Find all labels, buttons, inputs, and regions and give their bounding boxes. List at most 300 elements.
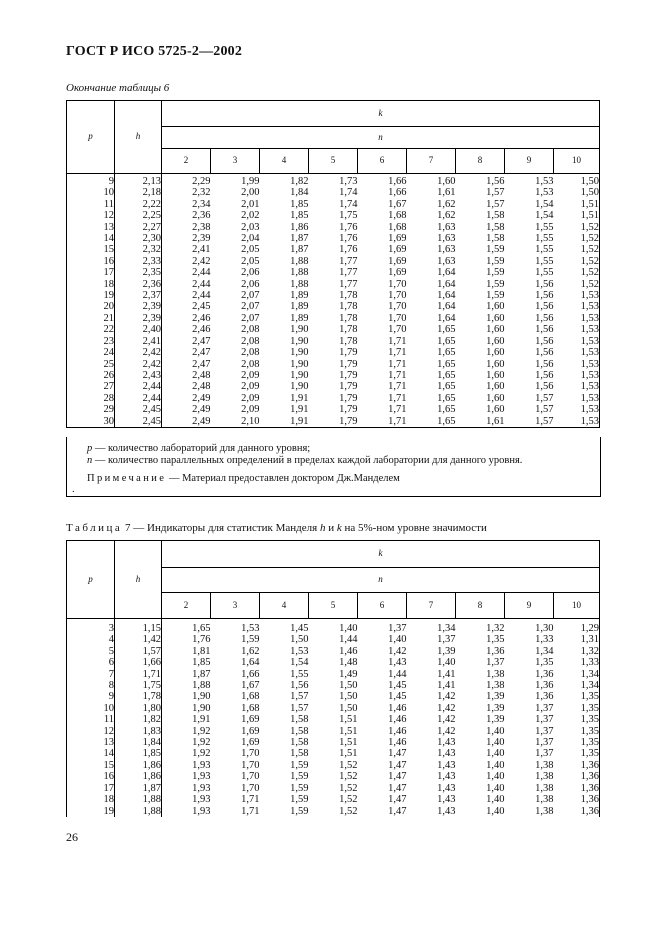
cell-k: 1,70 — [388, 324, 407, 336]
cell-k: 1,57 — [290, 691, 309, 703]
note-n-var: n — [87, 455, 93, 466]
cell-k: 1,69 — [388, 267, 407, 279]
table7-caption-k: k — [336, 522, 342, 534]
note-remark — [87, 473, 400, 484]
table-row — [67, 210, 600, 221]
table-row — [67, 714, 600, 725]
cell-k: 1,84 — [290, 187, 309, 199]
cell-k: 1,87 — [290, 233, 309, 245]
cell-k: 1,61 — [437, 187, 456, 199]
cell-k: 2,09 — [241, 404, 260, 416]
cell-k: 1,50 — [339, 691, 358, 703]
cell-k: 1,40 — [486, 748, 505, 760]
cell-k: 1,49 — [339, 668, 358, 680]
cell-k: 2,09 — [241, 369, 260, 381]
cell-p: 25 — [67, 359, 115, 370]
cell-k: 1,46 — [388, 725, 407, 737]
cell-k: 1,53 — [554, 381, 600, 392]
table-row — [67, 748, 600, 759]
cell-p: 15 — [67, 760, 115, 771]
table-row — [67, 691, 600, 702]
table-row — [67, 347, 600, 358]
cell-k: 2,05 — [241, 255, 260, 267]
cell-k: 1,85 — [192, 657, 211, 669]
n-value-header: 7 — [407, 593, 456, 619]
cell-h: 2,42 — [115, 347, 162, 358]
cell-p: 27 — [67, 381, 115, 392]
cell-k: 1,60 — [486, 358, 505, 370]
cell-k: 1,32 — [486, 623, 505, 634]
table-row — [67, 359, 600, 370]
cell-k: 1,38 — [535, 794, 554, 806]
cell-k: 1,65 — [407, 416, 456, 428]
cell-k: 1,69 — [241, 737, 260, 749]
cell-k: 1,63 — [437, 244, 456, 256]
cell-k: 1,43 — [437, 748, 456, 760]
table-row — [67, 279, 600, 290]
cell-k: 1,59 — [290, 759, 309, 771]
cell-k: 1,58 — [290, 714, 309, 726]
cell-k: 1,37 — [535, 725, 554, 737]
table-row — [67, 619, 600, 635]
cell-k: 1,41 — [437, 668, 456, 680]
cell-k: 1,42 — [437, 725, 456, 737]
cell-k: 2,03 — [241, 221, 260, 233]
cell-k: 1,88 — [290, 278, 309, 290]
cell-k: 2,47 — [192, 358, 211, 370]
n-value-header: 9 — [505, 593, 554, 619]
cell-k: 2,00 — [241, 187, 260, 199]
cell-k: 1,53 — [535, 187, 554, 199]
cell-p: 11 — [67, 199, 115, 210]
cell-k: 1,55 — [535, 267, 554, 279]
cell-k: 1,67 — [388, 198, 407, 210]
cell-k: 1,66 — [241, 668, 260, 680]
cell-h: 2,27 — [115, 222, 162, 233]
cell-k: 1,36 — [535, 668, 554, 680]
cell-k: 1,35 — [554, 748, 600, 759]
cell-k: 2,41 — [192, 244, 211, 256]
cell-k: 1,57 — [535, 392, 554, 404]
cell-k: 1,47 — [388, 794, 407, 806]
cell-h: 1,75 — [115, 680, 162, 691]
cell-k: 1,78 — [339, 290, 358, 302]
n-value-header: 7 — [407, 149, 456, 174]
cell-k: 1,59 — [290, 794, 309, 806]
cell-k: 1,53 — [535, 176, 554, 187]
cell-k: 1,65 — [437, 324, 456, 336]
cell-k: 1,58 — [486, 221, 505, 233]
table6-caption: Окончание таблицы 6 — [66, 82, 170, 94]
table7-header-p: p — [67, 541, 115, 619]
cell-p: 13 — [67, 222, 115, 233]
note-dot: . — [72, 484, 75, 495]
cell-k: 1,69 — [388, 255, 407, 267]
cell-k: 1,58 — [290, 737, 309, 749]
table-row — [67, 726, 600, 737]
cell-p: 12 — [67, 726, 115, 737]
cell-k: 1,40 — [486, 805, 505, 817]
note-p-var: p — [87, 443, 93, 454]
cell-k: 1,53 — [241, 623, 260, 634]
cell-p: 21 — [67, 313, 115, 324]
cell-k: 1,93 — [192, 794, 211, 806]
cell-k: 1,56 — [535, 324, 554, 336]
table7 — [66, 540, 600, 817]
cell-k: 1,63 — [437, 233, 456, 245]
n-value-header: 8 — [456, 593, 505, 619]
cell-k: 1,88 — [192, 680, 211, 692]
cell-k: 2,05 — [241, 244, 260, 256]
cell-k: 2,44 — [192, 278, 211, 290]
table-row — [67, 301, 600, 312]
cell-k: 1,43 — [437, 759, 456, 771]
cell-k: 2,47 — [192, 335, 211, 347]
cell-k: 1,70 — [388, 290, 407, 302]
cell-k: 2,08 — [241, 347, 260, 359]
cell-k: 1,35 — [486, 634, 505, 646]
cell-h: 2,36 — [115, 279, 162, 290]
cell-k: 1,29 — [554, 619, 600, 635]
cell-p: 17 — [67, 267, 115, 278]
cell-k: 1,69 — [388, 244, 407, 256]
table7-caption — [66, 522, 487, 534]
table7-caption-mid: и — [325, 522, 337, 534]
table-row — [67, 256, 600, 267]
cell-k: 1,43 — [437, 782, 456, 794]
table-row — [67, 324, 600, 335]
cell-h: 2,43 — [115, 370, 162, 381]
cell-k: 1,93 — [192, 782, 211, 794]
n-value-header: 5 — [309, 593, 358, 619]
cell-h: 2,18 — [115, 187, 162, 198]
cell-k: 2,46 — [192, 312, 211, 324]
cell-k: 1,61 — [456, 416, 505, 428]
table-row — [67, 771, 600, 782]
cell-k: 1,71 — [388, 392, 407, 404]
n-value-header: 2 — [162, 149, 211, 174]
cell-k: 2,01 — [241, 198, 260, 210]
cell-k: 1,65 — [437, 347, 456, 359]
cell-p: 10 — [67, 703, 115, 714]
table-row — [67, 199, 600, 210]
table6-header-n: n — [162, 127, 600, 149]
cell-k: 1,53 — [554, 290, 600, 301]
cell-h: 1,82 — [115, 714, 162, 725]
cell-h: 1,15 — [115, 619, 162, 635]
table7-header-h: h — [115, 541, 162, 619]
cell-k: 1,89 — [290, 312, 309, 324]
cell-k: 2,08 — [241, 358, 260, 370]
cell-k: 1,60 — [486, 369, 505, 381]
document-header: ГОСТ Р ИСО 5725-2—2002 — [66, 44, 243, 59]
table-row — [67, 336, 600, 347]
cell-k: 1,35 — [535, 657, 554, 669]
cell-p: 8 — [67, 680, 115, 691]
cell-k: 1,53 — [554, 404, 600, 415]
cell-k: 1,67 — [241, 680, 260, 692]
cell-k: 1,82 — [290, 176, 309, 187]
cell-k: 1,79 — [339, 404, 358, 416]
cell-k: 1,45 — [290, 623, 309, 634]
cell-k: 1,71 — [241, 805, 260, 817]
cell-k: 1,76 — [339, 221, 358, 233]
table6 — [66, 100, 600, 428]
note-n-def: — количество параллельных определений в пределах каждой лаборатории для данного уровня. — [92, 455, 523, 466]
cell-k: 1,59 — [486, 267, 505, 279]
table-row — [67, 244, 600, 255]
cell-k: 1,79 — [339, 381, 358, 393]
cell-k: 1,53 — [554, 416, 600, 428]
cell-k: 1,62 — [437, 198, 456, 210]
n-value-header: 8 — [456, 149, 505, 174]
cell-k: 1,56 — [535, 358, 554, 370]
cell-p: 18 — [67, 279, 115, 290]
cell-k: 1,43 — [388, 657, 407, 669]
cell-k: 1,52 — [339, 782, 358, 794]
cell-k: 1,38 — [535, 771, 554, 783]
cell-k: 1,65 — [437, 358, 456, 370]
cell-h: 1,78 — [115, 691, 162, 702]
cell-k: 2,09 — [241, 381, 260, 393]
cell-k: 1,78 — [339, 312, 358, 324]
cell-p: 6 — [67, 657, 115, 668]
cell-k: 1,91 — [290, 404, 309, 416]
table-row — [67, 313, 600, 324]
cell-k: 1,56 — [535, 381, 554, 393]
note-p-def: — количество лабораторий для данного уровня; — [92, 443, 311, 454]
cell-h: 1,66 — [115, 657, 162, 668]
cell-k: 2,10 — [211, 416, 260, 428]
cell-k: 1,38 — [535, 782, 554, 794]
cell-h: 1,86 — [115, 771, 162, 782]
cell-k: 1,56 — [535, 335, 554, 347]
cell-k: 1,75 — [339, 210, 358, 222]
note-remark-label: Примечание — [87, 473, 167, 484]
cell-k: 2,07 — [241, 290, 260, 302]
cell-k: 1,39 — [486, 702, 505, 714]
table-row — [67, 404, 600, 415]
cell-k: 1,91 — [290, 392, 309, 404]
cell-h: 2,37 — [115, 290, 162, 301]
table-row — [67, 222, 600, 233]
cell-k: 1,69 — [388, 233, 407, 245]
cell-k: 1,64 — [437, 290, 456, 302]
cell-k: 2,49 — [192, 392, 211, 404]
cell-k: 2,42 — [192, 255, 211, 267]
cell-k: 1,50 — [339, 680, 358, 692]
cell-k: 1,91 — [260, 416, 309, 428]
cell-k: 2,47 — [192, 347, 211, 359]
cell-h: 1,88 — [115, 806, 162, 817]
cell-h: 1,57 — [115, 646, 162, 657]
n-value-header: 9 — [505, 149, 554, 174]
cell-k: 1,90 — [290, 335, 309, 347]
cell-h: 1,85 — [115, 748, 162, 759]
table-row — [67, 634, 600, 645]
cell-k: 1,57 — [486, 187, 505, 199]
cell-k: 1,44 — [388, 668, 407, 680]
cell-h: 2,44 — [115, 393, 162, 404]
cell-k: 2,08 — [241, 324, 260, 336]
table7-caption-pre: — Индикаторы для статистик Манделя — [130, 522, 320, 534]
cell-k: 1,88 — [290, 255, 309, 267]
cell-k: 1,34 — [554, 669, 600, 680]
cell-k: 1,50 — [554, 174, 600, 188]
cell-k: 1,38 — [535, 805, 554, 817]
cell-k: 1,34 — [554, 680, 600, 691]
n-value-header: 6 — [358, 593, 407, 619]
cell-k: 1,88 — [290, 267, 309, 279]
cell-k: 1,65 — [192, 623, 211, 634]
cell-k: 1,53 — [554, 301, 600, 312]
cell-k: 1,68 — [241, 691, 260, 703]
cell-k: 1,33 — [554, 657, 600, 668]
cell-k: 2,49 — [192, 404, 211, 416]
cell-h: 2,42 — [115, 359, 162, 370]
cell-k: 2,32 — [192, 187, 211, 199]
cell-k: 1,35 — [554, 726, 600, 737]
table-row — [67, 370, 600, 381]
cell-k: 1,46 — [388, 737, 407, 749]
cell-k: 1,90 — [290, 358, 309, 370]
note-n — [87, 455, 522, 466]
cell-k: 2,02 — [241, 210, 260, 222]
n-value-header: 6 — [358, 149, 407, 174]
table-row — [67, 806, 600, 817]
cell-h: 2,44 — [115, 381, 162, 392]
note-p — [87, 443, 310, 454]
cell-k: 1,56 — [535, 347, 554, 359]
n-value-header: 4 — [260, 593, 309, 619]
cell-k: 2,07 — [241, 301, 260, 313]
cell-h: 2,33 — [115, 256, 162, 267]
cell-k: 1,37 — [535, 702, 554, 714]
cell-k: 1,53 — [290, 645, 309, 657]
cell-p: 3 — [67, 619, 115, 635]
cell-k: 1,47 — [388, 771, 407, 783]
cell-h: 1,42 — [115, 634, 162, 645]
table-row — [67, 416, 600, 428]
cell-k: 1,64 — [437, 312, 456, 324]
cell-h: 1,87 — [115, 783, 162, 794]
cell-k: 1,38 — [486, 680, 505, 692]
cell-h: 1,88 — [115, 794, 162, 805]
cell-k: 2,04 — [241, 233, 260, 245]
cell-k: 1,81 — [192, 645, 211, 657]
cell-h: 1,80 — [115, 703, 162, 714]
cell-k: 1,52 — [339, 771, 358, 783]
cell-k: 1,42 — [437, 714, 456, 726]
cell-p: 19 — [67, 290, 115, 301]
cell-p: 12 — [67, 210, 115, 221]
cell-k: 1,57 — [535, 404, 554, 416]
cell-k: 1,56 — [535, 290, 554, 302]
cell-p: 7 — [67, 669, 115, 680]
cell-k: 1,71 — [388, 381, 407, 393]
cell-h: 2,39 — [115, 301, 162, 312]
cell-k: 1,71 — [388, 369, 407, 381]
cell-k: 1,63 — [437, 255, 456, 267]
cell-k: 2,08 — [241, 335, 260, 347]
cell-k: 1,76 — [339, 244, 358, 256]
cell-p: 22 — [67, 324, 115, 335]
cell-k: 1,58 — [290, 748, 309, 760]
cell-k: 1,60 — [486, 404, 505, 416]
cell-k: 1,62 — [437, 210, 456, 222]
cell-k: 1,62 — [241, 645, 260, 657]
cell-k: 1,37 — [535, 748, 554, 760]
cell-k: 1,53 — [554, 393, 600, 404]
cell-k: 1,37 — [535, 737, 554, 749]
cell-k: 1,59 — [241, 634, 260, 646]
cell-k: 1,57 — [505, 416, 554, 428]
cell-k: 1,37 — [486, 657, 505, 669]
cell-k: 1,60 — [486, 347, 505, 359]
cell-k: 1,60 — [437, 176, 456, 187]
cell-k: 1,42 — [437, 702, 456, 714]
cell-k: 1,73 — [339, 176, 358, 187]
cell-k: 1,36 — [486, 645, 505, 657]
cell-k: 1,51 — [339, 737, 358, 749]
cell-k: 1,50 — [554, 187, 600, 198]
cell-k: 1,57 — [290, 702, 309, 714]
table7-caption-num: 7 — [122, 522, 131, 534]
cell-k: 1,64 — [437, 267, 456, 279]
cell-k: 1,40 — [486, 771, 505, 783]
cell-k: 2,44 — [192, 290, 211, 302]
cell-k: 1,79 — [309, 416, 358, 428]
cell-k: 1,87 — [192, 668, 211, 680]
cell-h: 2,32 — [115, 244, 162, 255]
cell-k: 1,52 — [554, 267, 600, 278]
cell-h: 2,13 — [115, 174, 162, 188]
cell-k: 2,34 — [192, 198, 211, 210]
cell-k: 1,58 — [486, 233, 505, 245]
cell-k: 1,60 — [486, 312, 505, 324]
cell-k: 1,52 — [554, 233, 600, 244]
cell-k: 1,64 — [437, 278, 456, 290]
cell-k: 1,47 — [388, 748, 407, 760]
cell-k: 1,59 — [290, 805, 309, 817]
cell-k: 1,69 — [241, 714, 260, 726]
cell-k: 1,40 — [486, 759, 505, 771]
table-row — [67, 233, 600, 244]
cell-k: 1,46 — [388, 702, 407, 714]
cell-k: 1,38 — [535, 759, 554, 771]
cell-k: 1,45 — [388, 680, 407, 692]
n-value-header: 3 — [211, 593, 260, 619]
cell-k: 1,35 — [554, 691, 600, 702]
cell-k: 1,59 — [290, 771, 309, 783]
cell-k: 1,33 — [535, 634, 554, 646]
cell-h: 1,84 — [115, 737, 162, 748]
cell-k: 1,66 — [388, 187, 407, 199]
cell-k: 1,36 — [554, 806, 600, 817]
table-row — [67, 174, 600, 188]
table7-caption-post: на 5%-ном уровне значимости — [341, 522, 487, 534]
cell-k: 1,35 — [554, 714, 600, 725]
cell-k: 1,93 — [192, 805, 211, 817]
table-row — [67, 646, 600, 657]
cell-k: 1,55 — [290, 668, 309, 680]
cell-k: 1,57 — [486, 198, 505, 210]
cell-k: 1,51 — [554, 210, 600, 221]
cell-k: 2,45 — [192, 301, 211, 313]
cell-k: 1,52 — [554, 222, 600, 233]
cell-k: 1,92 — [192, 725, 211, 737]
cell-k: 1,65 — [437, 369, 456, 381]
